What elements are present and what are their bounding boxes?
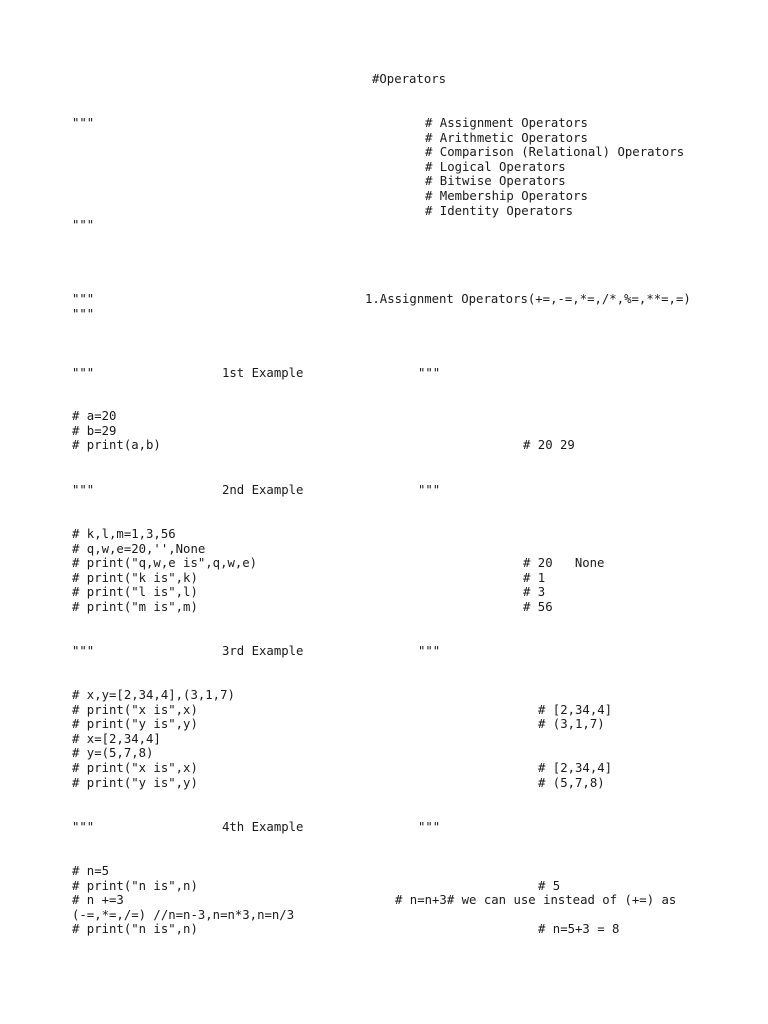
example-label: 2nd Example [222,483,304,497]
output-comment: # 56 [523,600,553,614]
code-line: # print("n is",n) [72,922,198,937]
code-line: # print("x is",x) [72,702,198,717]
output-comment: # 1 [523,570,546,585]
output-comment: # (5,7,8) [538,775,605,790]
code-line: # x,y=[2,34,4],(3,1,7) [72,688,235,702]
output-comment: # n=5+3 = 8 [538,922,620,937]
code-line: # print("x is",x) [72,761,198,775]
page-title: #Operators [372,72,447,86]
example-quote-right: """ [418,820,441,834]
operator-list-item: # Bitwise Operators [425,174,566,189]
operator-list-item: # Membership Operators [425,189,588,203]
output-comment: # 5 [538,878,561,893]
docstring-close-quote: """ [72,218,95,233]
code-line: # print("m is",m) [72,600,198,614]
section-open-quote: """ [72,292,95,306]
code-line: # print("k is",k) [72,570,198,585]
code-line: # k,l,m=1,3,56 [72,527,176,541]
output-comment: # 20 None [523,556,605,571]
code-line: # print("l is",l) [72,585,198,600]
example-label: 4th Example [222,820,304,834]
operator-list-item: # Assignment Operators [425,116,588,130]
code-line: # n +=3 [72,893,124,908]
example-quote-left: """ [72,366,95,380]
output-comment: # 3 [523,585,546,600]
operator-list-item: # Comparison (Relational) Operators [425,145,685,160]
section-heading: 1.Assignment Operators(+=,-=,*=,/*,%=,**=,=) [365,292,691,306]
code-line: # y=(5,7,8) [72,746,154,761]
code-line: # q,w,e=20,'',None [72,541,206,556]
section-close-quote: """ [72,306,95,321]
output-comment: # [2,34,4] [538,761,613,775]
code-line: # n=5 [72,864,110,878]
code-line: # print("y is",y) [72,717,198,732]
example-quote-left: """ [72,644,95,658]
example-quote-left: """ [72,483,95,497]
example-label: 1st Example [222,366,304,380]
operator-list-item: # Arithmetic Operators [425,130,588,145]
code-line: # print("q,w,e is",q,w,e) [72,556,258,571]
docstring-open-quote: """ [72,116,95,130]
code-line: # print("n is",n) [72,878,198,893]
example-quote-right: """ [418,366,441,380]
output-comment: # (3,1,7) [538,717,605,732]
code-line: (-=,*=,/=) //n=n-3,n=n*3,n=n/3 [72,907,295,922]
code-line: # print(a,b) [72,438,161,453]
operator-list-item: # Identity Operators [425,203,574,218]
output-comment: # n=n+3# we can use instead of (+=) as [395,893,677,908]
output-comment: # [2,34,4] [538,702,613,717]
code-line: # a=20 [72,409,117,423]
example-quote-right: """ [418,483,441,497]
code-line: # x=[2,34,4] [72,731,161,746]
example-quote-right: """ [418,644,441,658]
example-label: 3rd Example [222,644,304,658]
operator-list-item: # Logical Operators [425,159,566,174]
example-quote-left: """ [72,820,95,834]
output-comment: # 20 29 [523,438,575,453]
code-line: # b=29 [72,423,117,438]
code-line: # print("y is",y) [72,775,198,790]
